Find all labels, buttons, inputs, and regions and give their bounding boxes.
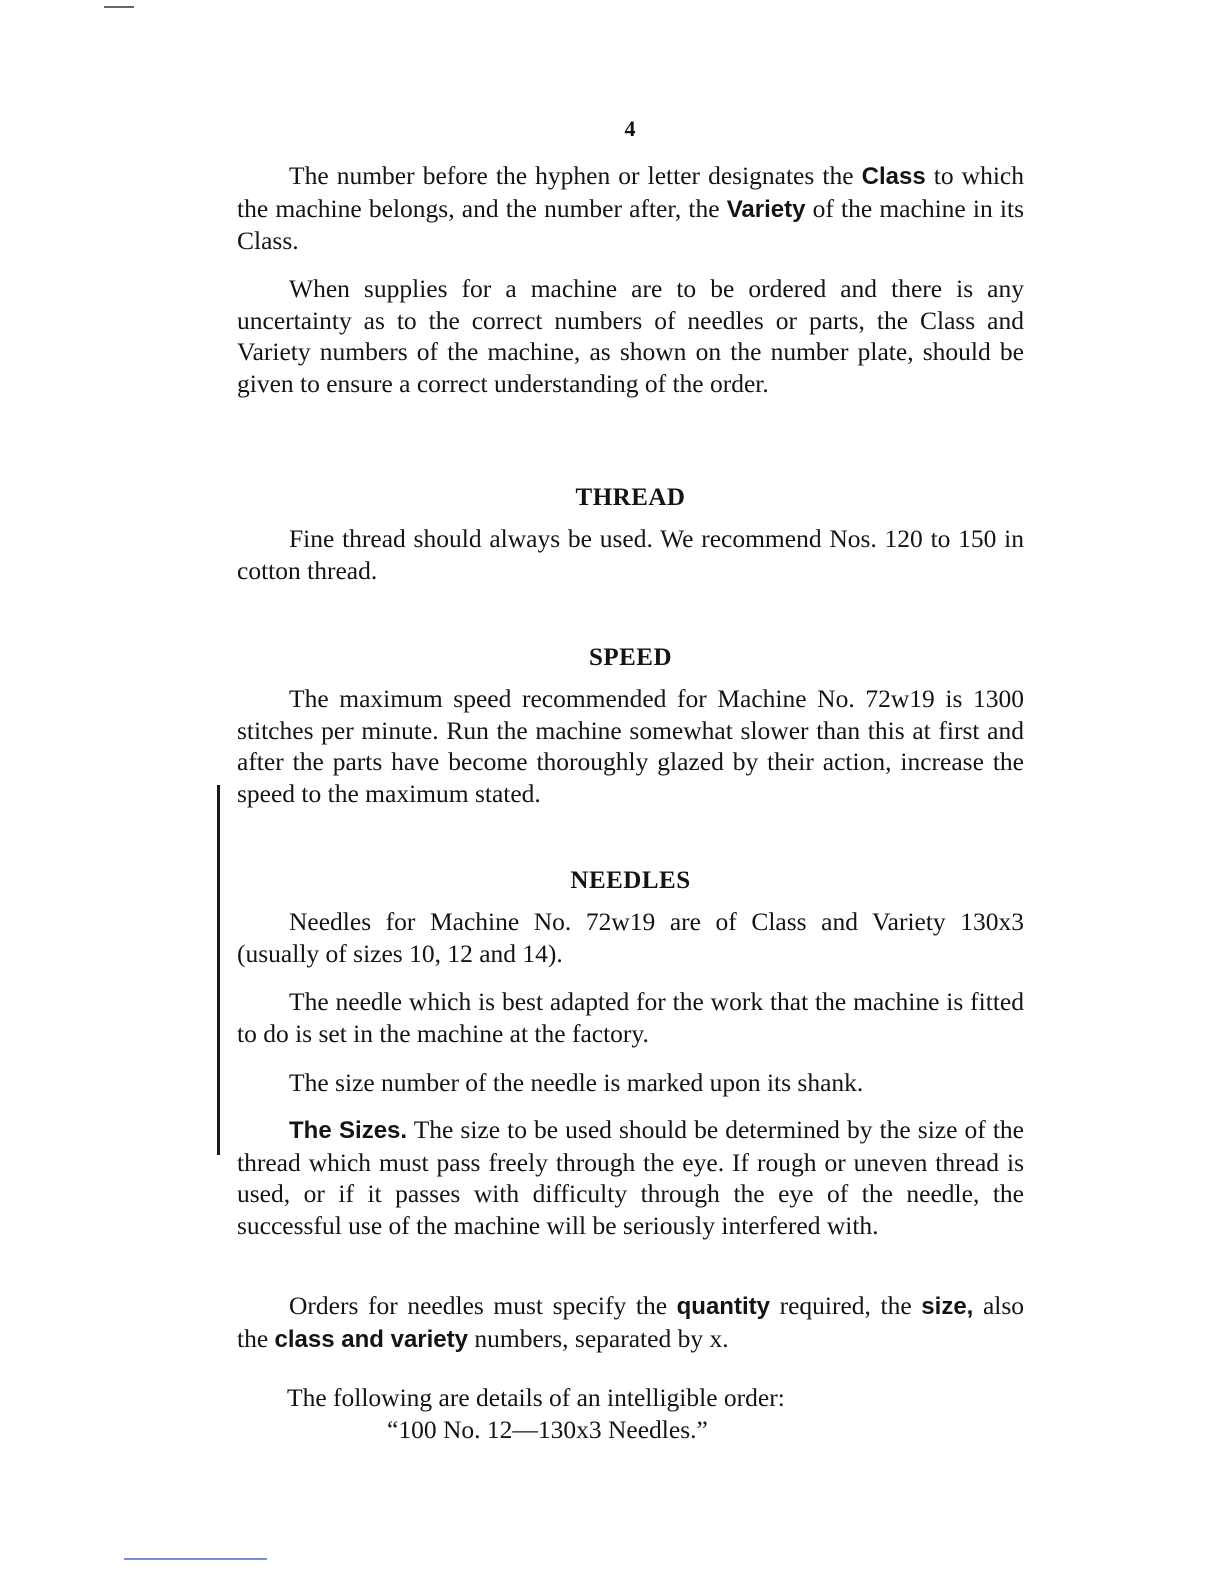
thread-paragraph: Fine thread should always be used. We recommend Nos. 120 to 150 in cotton thread.: [237, 524, 1024, 585]
needle-orders-paragraph: [237, 1290, 1024, 1355]
scan-mark: [104, 6, 134, 8]
text-span: also the: [237, 1291, 1025, 1353]
text-span: The number before the hyphen or letter designates the: [289, 161, 862, 190]
needle-shank-paragraph: The size number of the needle is marked upon its shank.: [289, 1068, 864, 1097]
text-span: to which the machine belongs, and the number after, the: [237, 161, 1024, 223]
page-number: 4: [624, 116, 636, 141]
bold-term-class: Class: [861, 163, 926, 190]
text-span: numbers, separated by x.: [467, 1323, 729, 1353]
thread-heading: THREAD: [575, 484, 686, 511]
class-variety-paragraph: [237, 160, 1024, 257]
text-span: The size to be used should be determined by the size of the thread which must pass freely through the eye. If rough or uneven thread is used, or if it passes with difficulty through the eye of the needle, the successful use of the machine will be seriously interfered with.: [237, 1115, 1024, 1240]
sizes-label: The Sizes.: [289, 1117, 408, 1144]
margin-bar: [217, 785, 220, 1155]
needles-heading: NEEDLES: [570, 867, 691, 894]
supplies-paragraph: When supplies for a machine are to be ordered and there is any uncertainty as to the correct numbers of needles or parts, the Class and Variety numbers of the machine, as shown on the number plate, should be given to ensure a correct understanding of the order.: [237, 274, 1024, 398]
needle-class-paragraph: Needles for Machine No. 72w19 are of Class and Variety 130x3 (usually of sizes 10, 12 and 14).: [237, 907, 1024, 968]
text-span: of the machine in its Class.: [237, 193, 1024, 255]
speed-heading: SPEED: [588, 644, 673, 671]
bottom-rule: [124, 1558, 267, 1560]
order-example-line: “100 No. 12—130x3 Needles.”: [387, 1415, 708, 1444]
needle-best-paragraph: The needle which is best adapted for the work that the machine is fitted to do is set in the machine at the factory.: [237, 987, 1024, 1048]
bold-term-variety: Variety: [726, 195, 806, 223]
text-span: required, the: [769, 1291, 922, 1320]
bold-term-quantity: quantity: [676, 1293, 770, 1320]
text-span: Orders for needles must specify the: [289, 1291, 677, 1320]
bold-term-size: size,: [921, 1293, 974, 1320]
speed-paragraph: The maximum speed recommended for Machine No. 72w19 is 1300 stitches per minute. Run the machine somewhat slower than this at first and after the parts have become thoroughly glazed by their action, increase the speed to the maximum stated.: [237, 684, 1024, 808]
needle-sizes-paragraph: [237, 1114, 1024, 1241]
order-intro-line: The following are details of an intelligible order:: [287, 1383, 785, 1412]
bold-term-class-variety: class and variety: [274, 1325, 468, 1353]
